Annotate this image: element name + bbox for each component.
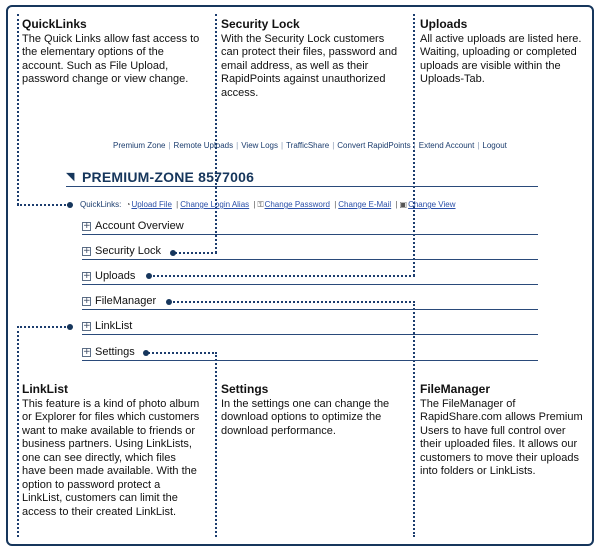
callout-title: FileManager (420, 382, 491, 396)
top-navigation (113, 141, 507, 150)
expand-icon: + (83, 270, 91, 281)
leader-line (17, 204, 69, 206)
callout-body: All active uploads are listed here. Waiting, uploading or completed uploads are visible within the Uploads-Tab. (420, 32, 582, 85)
leader-line (215, 14, 217, 253)
menu-item-account-overview[interactable] (82, 220, 184, 232)
callout-filemanager (420, 383, 588, 479)
nav-separator: | (280, 141, 284, 150)
nav-view-logs[interactable]: View Logs (241, 141, 278, 150)
menu-item-label: Uploads (95, 270, 136, 282)
callout-body: The Quick Links allow fast access to the elementary options of the account. Such as File Upload, password change or view change. (22, 32, 200, 85)
quicklink-separator: | (253, 200, 256, 209)
menu-item-settings[interactable] (82, 346, 135, 358)
nav-premium-zone[interactable]: Premium Zone (113, 141, 166, 150)
leader-dot (166, 299, 172, 305)
leader-line (168, 301, 415, 303)
leader-dot (146, 273, 152, 279)
quicklink-change-password[interactable]: Change Password (264, 200, 330, 209)
leader-line (17, 326, 69, 328)
divider (82, 284, 538, 285)
divider (82, 309, 538, 310)
menu-item-label: FileManager (95, 295, 157, 307)
nav-convert-rapidpoints[interactable]: Convert RapidPoints (337, 141, 411, 150)
callout-title: Settings (221, 382, 269, 396)
leader-line (172, 252, 217, 254)
premium-zone-icon: ◥ (66, 171, 75, 183)
quicklink-separator: | (395, 200, 398, 209)
key-icon: ⚿ (257, 200, 264, 209)
expand-icon: + (83, 220, 91, 231)
callout-title: LinkList (22, 382, 69, 396)
leader-line (17, 14, 19, 205)
callout-uploads (420, 18, 588, 87)
globe-icon: ◔ (125, 200, 131, 209)
nav-logout[interactable]: Logout (482, 141, 507, 150)
callout-linklist (22, 383, 202, 519)
expand-icon: + (83, 245, 91, 256)
divider (82, 259, 538, 260)
menu-item-security-lock[interactable] (82, 245, 161, 257)
expand-icon: + (83, 295, 91, 306)
page-title: PREMIUM-ZONE 8577006 (82, 169, 255, 185)
menu-item-label: Security Lock (95, 245, 162, 257)
leader-dot (67, 324, 73, 330)
view-icon: ▣ (399, 200, 408, 209)
quicklink-change-email[interactable]: Change E-Mail (338, 200, 392, 209)
leader-dot (170, 250, 176, 256)
nav-separator: | (168, 141, 171, 150)
nav-extend-account[interactable]: Extend Account (418, 141, 475, 150)
leader-line (17, 326, 19, 537)
divider (66, 186, 538, 187)
callout-title: Uploads (420, 17, 468, 31)
leader-line (215, 352, 217, 537)
callout-body: The FileManager of RapidShare.com allows Premium Users to have full control over their uploaded files. It allows our customers to move their uploads into folders or LinkLists. (420, 397, 583, 477)
expand-icon: + (83, 320, 91, 331)
leader-dot (67, 202, 73, 208)
nav-separator: | (413, 141, 416, 150)
quicklink-separator: | (176, 200, 179, 209)
leader-line (145, 352, 217, 354)
quicklink-change-view[interactable]: Change View (408, 200, 456, 209)
callout-settings (221, 383, 401, 438)
nav-separator: | (332, 141, 335, 150)
menu-item-label: Settings (95, 346, 135, 358)
expand-icon: + (83, 346, 91, 357)
divider (82, 360, 538, 361)
divider (82, 334, 538, 335)
quicklink-separator: | (334, 200, 337, 209)
nav-separator: | (477, 141, 480, 150)
leader-line (413, 301, 415, 537)
quicklink-change-login-alias[interactable]: Change Login Alias (180, 200, 250, 209)
callout-security-lock (221, 18, 401, 100)
callout-title: QuickLinks (22, 17, 87, 31)
menu-item-filemanager[interactable] (82, 295, 156, 307)
nav-separator: | (236, 141, 239, 150)
menu-item-uploads[interactable] (82, 270, 135, 282)
menu-item-label: Account Overview (95, 220, 184, 232)
quicklinks-bar (80, 200, 456, 210)
quicklink-upload-file[interactable]: Upload File (131, 200, 172, 209)
quicklinks-label: QuickLinks: (80, 200, 122, 209)
menu-item-linklist[interactable] (82, 320, 132, 332)
leader-line (148, 275, 415, 277)
menu-item-label: LinkList (95, 320, 133, 332)
callout-body: With the Security Lock customers can protect their files, password and email address, as well as their RapidPoints against unauthorized access. (221, 32, 398, 99)
callout-quicklinks (22, 18, 202, 87)
callout-title: Security Lock (221, 17, 300, 31)
callout-body: In the settings one can change the download options to optimize the download performance. (221, 397, 390, 437)
leader-dot (143, 350, 149, 356)
nav-remote-uploads[interactable]: Remote Uploads (173, 141, 234, 150)
divider (82, 234, 538, 235)
callout-body: This feature is a kind of photo album or Explorer for files which customers want to make available to friends or business partners. Using LinkLists, one can see directly, which files have been made available. With the option to password protect a LinkList, customers can limit the access to their created LinkList. (22, 397, 200, 518)
nav-trafficshare[interactable]: TrafficShare (286, 141, 330, 150)
